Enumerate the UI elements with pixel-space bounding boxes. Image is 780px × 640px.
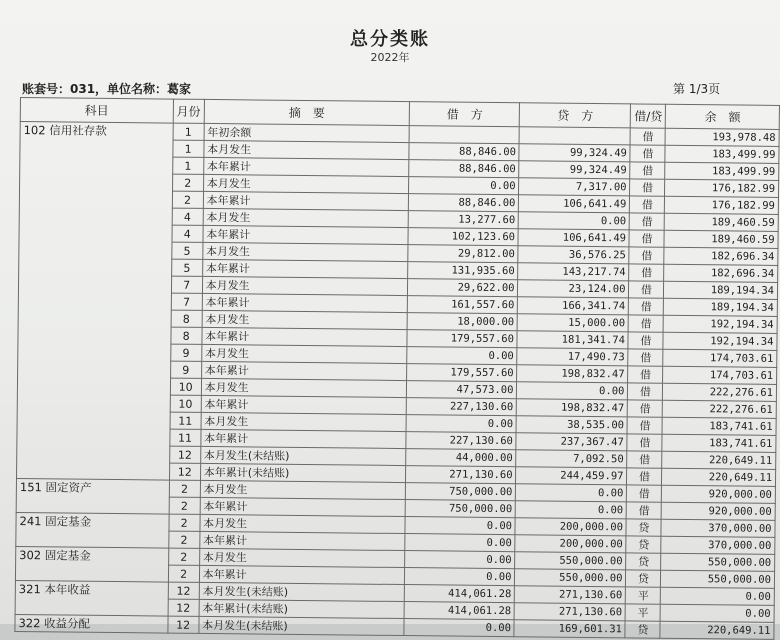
balance-cell: 370,000.00 [661, 536, 775, 554]
balance-cell: 193,978.48 [666, 128, 780, 146]
month-cell: 9 [170, 344, 201, 361]
direction-cell: 借 [628, 349, 663, 366]
balance-cell: 189,194.34 [664, 281, 778, 299]
month-cell: 8 [171, 310, 202, 327]
month-cell: 1 [172, 157, 203, 174]
summary-cell: 本月发生 [199, 548, 405, 567]
debit-cell: 88,846.00 [409, 143, 519, 161]
page-title: 总分类账 [350, 29, 430, 50]
month-cell: 7 [171, 293, 202, 310]
balance-cell: 183,741.61 [662, 434, 776, 452]
credit-cell: 198,832.47 [517, 365, 628, 383]
header-month: 月份 [173, 99, 204, 123]
month-cell: 12 [168, 599, 199, 616]
month-cell: 2 [172, 191, 203, 208]
header-subject: 科目 [20, 98, 173, 124]
direction-cell: 平 [625, 604, 660, 621]
summary-cell: 年初余额 [204, 123, 410, 142]
debit-cell: 47,573.00 [407, 381, 517, 399]
summary-cell: 本月发生 [202, 276, 408, 295]
subject-cell: 102 信用社存款 [17, 122, 173, 481]
summary-cell: 本年累计(未结账) [199, 599, 405, 618]
balance-cell: 222,276.61 [663, 383, 777, 401]
debit-cell: 750,000.00 [406, 483, 516, 501]
credit-cell: 99,324.49 [519, 144, 630, 162]
credit-cell: 237,367.47 [516, 433, 627, 451]
month-cell: 4 [172, 225, 203, 242]
month-cell: 2 [172, 174, 203, 191]
summary-cell: 本年累计 [202, 259, 408, 278]
credit-cell: 200,000.00 [515, 518, 626, 536]
direction-cell: 借 [629, 298, 664, 315]
debit-cell: 0.00 [405, 551, 515, 569]
summary-cell: 本年累计 [202, 293, 408, 312]
month-cell: 9 [170, 361, 201, 378]
balance-cell: 176,182.99 [665, 196, 779, 214]
summary-cell: 本月发生 [204, 140, 410, 159]
balance-cell: 550,000.00 [661, 570, 775, 588]
balance-cell: 0.00 [661, 604, 775, 622]
balance-cell: 189,460.59 [665, 213, 779, 231]
month-cell: 5 [171, 259, 202, 276]
direction-cell: 借 [627, 417, 662, 434]
credit-cell: 106,641.49 [519, 195, 630, 213]
summary-cell: 本月发生 [202, 310, 408, 329]
balance-cell: 174,703.61 [663, 366, 777, 384]
summary-cell: 本年累计 [200, 497, 406, 516]
debit-cell: 0.00 [405, 568, 515, 586]
credit-cell: 0.00 [516, 501, 627, 519]
direction-cell: 借 [629, 264, 664, 281]
debit-cell: 227,130.60 [406, 432, 516, 450]
balance-cell: 920,000.00 [662, 485, 776, 503]
month-cell: 2 [168, 531, 199, 548]
direction-cell: 借 [627, 468, 662, 485]
month-cell: 11 [170, 429, 201, 446]
direction-cell: 借 [628, 400, 663, 417]
balance-cell: 220,649.11 [662, 451, 776, 469]
debit-cell: 131,935.60 [408, 262, 518, 280]
balance-cell: 182,696.34 [664, 264, 778, 282]
balance-cell: 182,696.34 [664, 247, 778, 265]
month-cell: 5 [171, 242, 202, 259]
month-cell: 2 [168, 548, 199, 565]
summary-cell: 本月发生 [203, 174, 409, 193]
summary-cell: 本月发生 [202, 242, 408, 261]
month-cell: 2 [169, 497, 200, 514]
balance-cell: 183,741.61 [662, 417, 776, 435]
balance-cell: 370,000.00 [661, 519, 775, 537]
credit-cell: 200,000.00 [515, 535, 626, 553]
credit-cell: 36,576.25 [518, 246, 629, 264]
balance-cell: 192,194.34 [664, 315, 778, 333]
debit-cell: 0.00 [405, 534, 515, 552]
month-cell: 11 [170, 412, 201, 429]
balance-cell: 0.00 [661, 587, 775, 605]
credit-cell: 550,000.00 [515, 569, 626, 587]
direction-cell: 贷 [626, 519, 661, 536]
summary-cell: 本年累计 [203, 191, 409, 210]
debit-cell: 13,277.60 [409, 211, 519, 229]
credit-cell [520, 127, 631, 145]
debit-cell: 414,061.28 [404, 602, 514, 620]
debit-cell: 88,846.00 [409, 194, 519, 212]
direction-cell: 借 [629, 315, 664, 332]
account-info: 账套号：031，单位名称：葛家 [22, 82, 192, 96]
balance-cell: 183,499.99 [665, 145, 779, 163]
credit-cell: 15,000.00 [518, 314, 629, 332]
balance-cell: 222,276.61 [663, 400, 777, 418]
credit-cell: 106,641.49 [518, 229, 629, 247]
month-cell: 1 [173, 123, 204, 140]
month-cell: 1 [173, 140, 204, 157]
summary-cell: 本年累计(未结账) [200, 463, 406, 482]
direction-cell: 借 [628, 383, 663, 400]
credit-cell: 244,459.97 [516, 467, 627, 485]
direction-cell: 借 [630, 145, 665, 162]
summary-cell: 本年累计 [199, 531, 405, 550]
credit-cell: 23,124.00 [518, 280, 629, 298]
summary-cell: 本年累计 [203, 157, 409, 176]
balance-cell: 174,703.61 [663, 349, 777, 367]
debit-cell: 0.00 [407, 347, 517, 365]
balance-cell: 220,649.11 [660, 621, 774, 639]
credit-cell: 99,324.49 [519, 161, 630, 179]
subject-cell: 241 固定基金 [16, 512, 169, 548]
direction-cell: 贷 [626, 553, 661, 570]
credit-cell: 271,130.60 [515, 603, 626, 621]
summary-cell: 本月发生 [201, 412, 407, 431]
subject-cell: 151 固定资产 [16, 478, 169, 514]
page-number: 第 1/3页 [673, 82, 721, 96]
credit-cell: 0.00 [517, 382, 628, 400]
debit-cell: 44,000.00 [406, 449, 516, 467]
direction-cell: 借 [627, 485, 662, 502]
direction-cell: 借 [630, 213, 665, 230]
summary-cell: 本年累计 [202, 327, 408, 346]
debit-cell: 88,846.00 [409, 160, 519, 178]
credit-cell: 181,341.74 [517, 331, 628, 349]
credit-cell: 7,317.00 [519, 178, 630, 196]
month-cell: 10 [170, 378, 201, 395]
summary-cell: 本月发生(未结账) [200, 446, 406, 465]
summary-cell: 本年累计 [199, 565, 405, 584]
direction-cell: 贷 [626, 536, 661, 553]
debit-cell: 414,061.28 [405, 585, 515, 603]
summary-cell: 本年累计 [201, 429, 407, 448]
debit-cell: 18,000.00 [407, 313, 517, 331]
summary-cell: 本月发生(未结账) [199, 582, 405, 601]
ledger-year: 2022年 [370, 51, 410, 64]
debit-cell: 179,557.60 [407, 364, 517, 382]
month-cell: 2 [168, 565, 199, 582]
direction-cell: 借 [629, 281, 664, 298]
credit-cell: 17,490.73 [517, 348, 628, 366]
month-cell: 12 [168, 582, 199, 599]
month-cell: 7 [171, 276, 202, 293]
credit-cell: 7,092.50 [516, 450, 627, 468]
summary-cell: 本月发生 [200, 480, 406, 499]
debit-cell: 0.00 [409, 177, 519, 195]
balance-cell: 189,460.59 [664, 230, 778, 248]
summary-cell: 本年累计 [201, 395, 407, 414]
month-cell: 12 [168, 616, 199, 633]
direction-cell: 借 [630, 179, 665, 196]
debit-cell: 161,557.60 [408, 296, 518, 314]
month-cell: 12 [169, 446, 200, 463]
balance-cell: 176,182.99 [665, 179, 779, 197]
summary-cell: 本月发生 [200, 514, 406, 533]
debit-cell: 271,130.60 [406, 466, 516, 484]
credit-cell: 271,130.60 [515, 586, 626, 604]
credit-cell: 550,000.00 [515, 552, 626, 570]
header-direction: 借/贷 [631, 104, 666, 128]
ledger-body [15, 122, 779, 640]
month-cell: 4 [172, 208, 203, 225]
balance-cell: 220,649.11 [662, 468, 776, 486]
subject-cell: 302 固定基金 [15, 546, 168, 582]
summary-cell: 本月发生(未结账) [199, 616, 405, 635]
direction-cell: 贷 [625, 621, 660, 638]
header-balance: 余 额 [666, 104, 780, 129]
balance-cell: 189,194.34 [664, 298, 778, 316]
credit-cell: 143,217.74 [518, 263, 629, 281]
summary-cell: 本月发生 [201, 344, 407, 363]
debit-cell: 29,812.00 [408, 245, 518, 263]
credit-cell: 0.00 [519, 212, 630, 230]
balance-cell: 920,000.00 [662, 502, 776, 520]
direction-cell: 借 [629, 230, 664, 247]
direction-cell: 借 [630, 196, 665, 213]
debit-cell: 0.00 [404, 619, 514, 637]
debit-cell: 0.00 [406, 415, 516, 433]
subject-cell: 322 收益分配 [15, 614, 168, 633]
debit-cell [409, 126, 519, 144]
summary-cell: 本月发生 [203, 208, 409, 227]
direction-cell: 借 [628, 332, 663, 349]
month-cell: 2 [169, 480, 200, 497]
summary-cell: 本年累计 [201, 361, 407, 380]
direction-cell: 借 [630, 128, 665, 145]
debit-cell: 102,123.60 [408, 228, 518, 246]
direction-cell: 借 [629, 247, 664, 264]
subject-cell: 321 本年收益 [15, 580, 168, 616]
summary-cell: 本月发生 [201, 378, 407, 397]
header-summary: 摘 要 [204, 99, 410, 125]
month-cell: 12 [169, 463, 200, 480]
credit-cell: 166,341.74 [518, 297, 629, 315]
direction-cell: 平 [626, 587, 661, 604]
direction-cell: 贷 [626, 570, 661, 587]
month-cell: 10 [170, 395, 201, 412]
debit-cell: 0.00 [405, 517, 515, 535]
month-cell: 8 [171, 327, 202, 344]
direction-cell: 借 [627, 502, 662, 519]
month-cell: 2 [169, 514, 200, 531]
credit-cell: 198,832.47 [517, 399, 628, 417]
direction-cell: 借 [627, 434, 662, 451]
header-credit: 贷 方 [520, 103, 631, 128]
direction-cell: 借 [630, 162, 665, 179]
credit-cell: 0.00 [516, 484, 627, 502]
debit-cell: 179,557.60 [407, 330, 517, 348]
debit-cell: 29,622.00 [408, 279, 518, 297]
credit-cell: 38,535.00 [516, 416, 627, 434]
balance-cell: 192,194.34 [663, 332, 777, 350]
debit-cell: 750,000.00 [405, 500, 515, 518]
credit-cell: 169,601.31 [514, 620, 625, 638]
summary-cell: 本年累计 [203, 225, 409, 244]
balance-cell: 183,499.99 [665, 162, 779, 180]
header-debit: 借 方 [410, 102, 520, 127]
balance-cell: 550,000.00 [661, 553, 775, 571]
ledger-table [14, 97, 780, 640]
debit-cell: 227,130.60 [407, 398, 517, 416]
direction-cell: 借 [628, 366, 663, 383]
direction-cell: 借 [627, 451, 662, 468]
